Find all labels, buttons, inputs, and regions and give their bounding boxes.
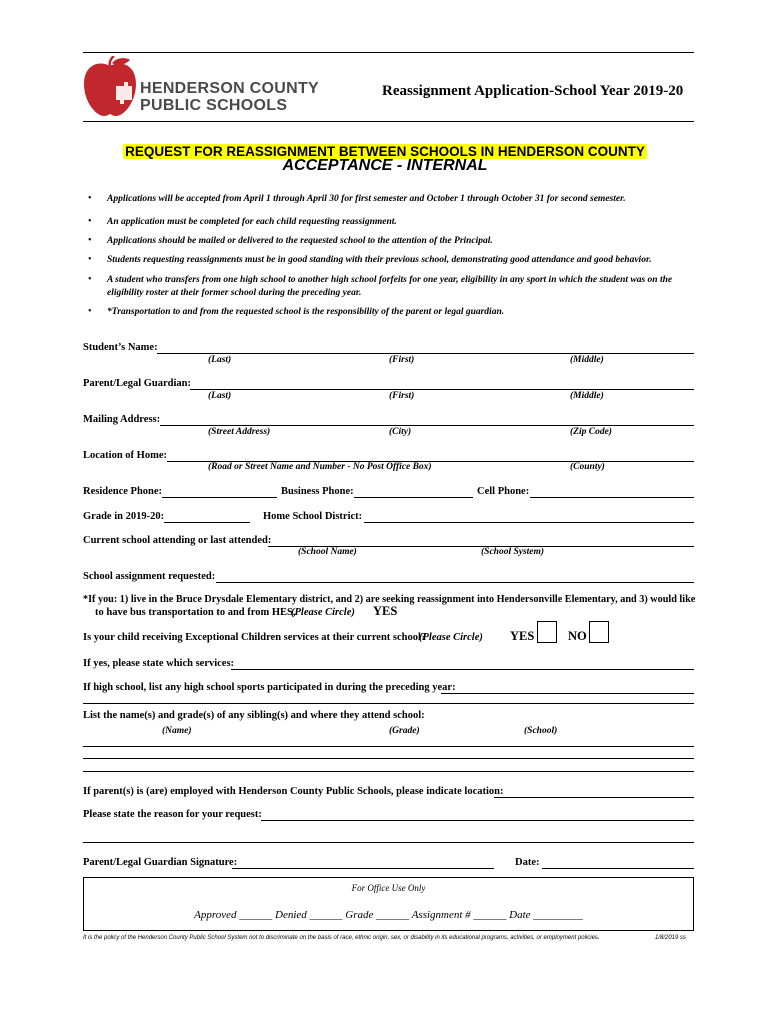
transport-question-line2: to have bus transportation to and from HES, <box>95 607 296 618</box>
city-sublabel: (City) <box>389 427 412 437</box>
business-phone-field[interactable] <box>354 497 473 498</box>
school-name-sublabel: (School Name) <box>298 547 357 557</box>
transport-yes-option[interactable]: YES <box>373 604 398 618</box>
first-sublabel: (First) <box>389 391 415 401</box>
employed-label: If parent(s) is (are) employed with Henderson County Public Schools, please indicate location: <box>83 786 504 797</box>
bullet-mark: • <box>88 306 92 317</box>
header-rule <box>83 121 694 122</box>
date-label: Date: <box>515 857 540 868</box>
last-sublabel: (Last) <box>208 391 232 401</box>
signature-label: Parent/Legal Guardian Signature: <box>83 857 238 868</box>
exceptional-no-label: NO <box>568 629 587 643</box>
business-phone-label: Business Phone: <box>281 486 354 497</box>
exceptional-yes-label: YES <box>510 629 535 643</box>
assignment-label: School assignment requested: <box>83 571 216 582</box>
date-field[interactable] <box>542 868 694 869</box>
office-use-title: For Office Use Only <box>351 883 426 893</box>
grade-column-label: (Grade) <box>389 726 420 736</box>
home-district-label: Home School District: <box>263 511 363 522</box>
county-sublabel: (County) <box>570 462 605 472</box>
bullet-mark: • <box>88 216 92 227</box>
school-column-label: (School) <box>524 726 558 736</box>
assignment-field[interactable] <box>216 582 694 583</box>
exceptional-question: Is your child receiving Exceptional Children services at their current school? <box>83 632 427 643</box>
street-sublabel: (Street Address) <box>208 427 271 437</box>
heading-line2: ACCEPTANCE - INTERNAL <box>282 157 488 174</box>
apple-logo-icon <box>80 56 140 118</box>
please-circle-label: (Please Circle) <box>291 607 355 618</box>
road-sublabel: (Road or Street Name and Number - No Post Office Box) <box>208 462 432 472</box>
bullet-item: *Transportation to and from the requested school is the responsibility of the parent or legal guardian. <box>107 307 505 317</box>
reason-field-line2[interactable] <box>83 842 694 843</box>
student-name-field[interactable] <box>157 353 694 354</box>
cell-phone-label: Cell Phone: <box>477 486 530 497</box>
sibling-line[interactable] <box>83 746 694 747</box>
heading-line1: REQUEST FOR REASSIGNMENT BETWEEN SCHOOLS IN HENDERSON COUNTY <box>125 144 645 159</box>
bullet-item: Students requesting reassignments must be in good standing with their previous school, demonstrating good attendance and good behavior. <box>107 255 652 265</box>
signature-field[interactable] <box>232 868 494 869</box>
grade-field[interactable] <box>164 522 250 523</box>
reason-field[interactable] <box>261 820 694 821</box>
name-column-label: (Name) <box>162 726 192 736</box>
please-circle-label: (Please Circle) <box>419 632 483 643</box>
first-sublabel: (First) <box>389 355 415 365</box>
school-system-sublabel: (School System) <box>481 547 545 557</box>
services-label: If yes, please state which services: <box>83 658 235 669</box>
logo-line1: HENDERSON COUNTY <box>140 80 320 97</box>
residence-phone-field[interactable] <box>162 497 277 498</box>
reason-label: Please state the reason for your request: <box>83 809 262 820</box>
last-sublabel: (Last) <box>208 355 232 365</box>
mailing-address-field[interactable] <box>160 425 694 426</box>
current-school-label: Current school attending or last attended: <box>83 535 272 546</box>
footer-date: 1/8/2019 ss <box>655 935 687 941</box>
sibling-line[interactable] <box>83 771 694 772</box>
form-title: Reassignment Application-School Year 2019-20 <box>382 83 684 99</box>
zip-sublabel: (Zip Code) <box>570 427 612 437</box>
guardian-field[interactable] <box>190 389 694 390</box>
employed-field[interactable] <box>494 797 694 798</box>
sports-field[interactable] <box>441 693 694 694</box>
bullet-mark: • <box>88 193 92 204</box>
middle-sublabel: (Middle) <box>570 355 604 365</box>
bullet-mark: • <box>88 274 92 285</box>
logo-line2: PUBLIC SCHOOLS <box>140 97 288 114</box>
policy-statement: It is the policy of the Henderson County Public School System not to discriminate on the basis of race, ethnic origin, sex, or disability in its educational programs, activities, or employment policies. <box>83 935 600 941</box>
guardian-label: Parent/Legal Guardian: <box>83 378 192 389</box>
bullet-item: Applications will be accepted from April 1 through April 30 for first semester and October 1 through October 31 for second semester. <box>107 194 626 204</box>
middle-sublabel: (Middle) <box>570 391 604 401</box>
grade-label: Grade in 2019-20: <box>83 511 165 522</box>
sibling-line[interactable] <box>83 758 694 759</box>
cell-phone-field[interactable] <box>530 497 694 498</box>
residence-phone-label: Residence Phone: <box>83 486 163 497</box>
services-field[interactable] <box>231 669 694 670</box>
top-rule <box>83 52 694 53</box>
exceptional-yes-checkbox[interactable] <box>537 621 557 643</box>
bullet-mark: • <box>88 235 92 246</box>
bullet-item: A student who transfers from one high school to another high school forfeits for one year, eligibility in any sport in which the student was on the eligibility roster at their former school during the preceding year. <box>107 275 673 298</box>
home-district-field[interactable] <box>364 522 694 523</box>
mailing-address-label: Mailing Address: <box>83 414 161 425</box>
bullet-mark: • <box>88 254 92 265</box>
location-label: Location of Home: <box>83 450 167 461</box>
bullet-item: Applications should be mailed or delivered to the requested school to the attention of the Principal. <box>107 236 493 246</box>
office-use-line: Approved ______ Denied ______ Grade ______ Assignment # ______ Date _________ <box>194 909 583 921</box>
transport-question: *If you: 1) live in the Bruce Drysdale Elementary district, and 2) are seeking reassignment into Hendersonville Elementary, and 3) would like <box>83 594 696 605</box>
exceptional-no-checkbox[interactable] <box>589 621 609 643</box>
bullet-item: An application must be completed for each child requesting reassignment. <box>107 217 397 227</box>
sports-field-line2[interactable] <box>83 703 694 704</box>
siblings-label: List the name(s) and grade(s) of any sibling(s) and where they attend school: <box>83 710 425 721</box>
sports-label: If high school, list any high school sports participated in during the preceding year: <box>83 682 456 693</box>
student-name-label: Student’s Name: <box>83 342 158 353</box>
